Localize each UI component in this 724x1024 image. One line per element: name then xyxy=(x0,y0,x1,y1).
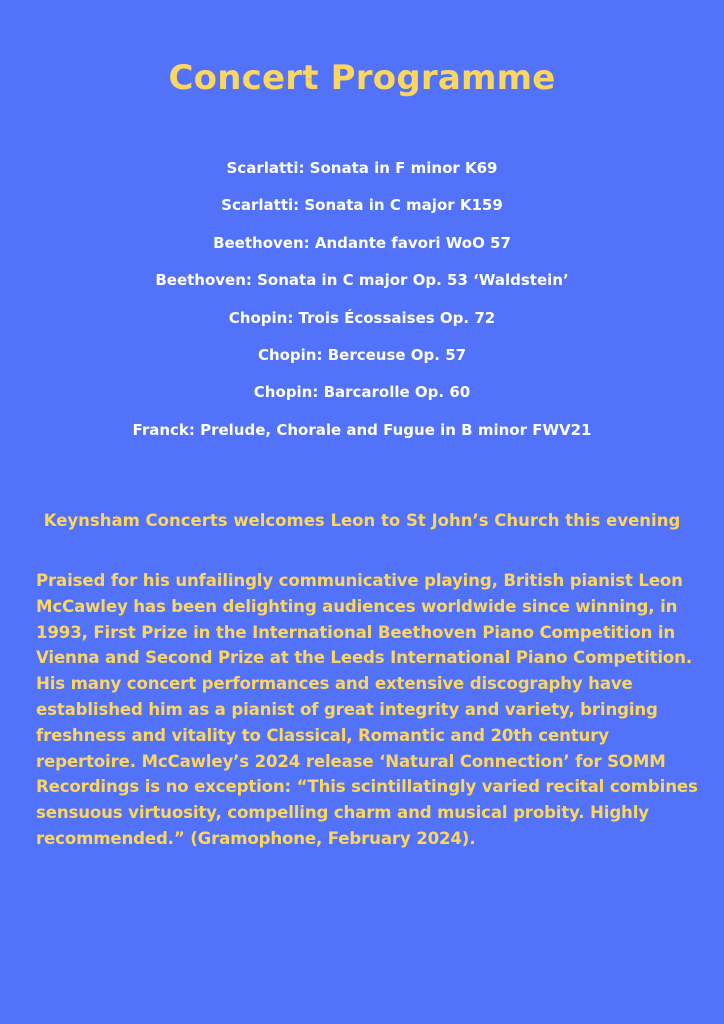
programme-item: Chopin: Berceuse Op. 57 xyxy=(257,345,467,364)
programme-item: Chopin: Trois Écossaises Op. 72 xyxy=(228,308,496,327)
programme-list xyxy=(0,156,724,455)
welcome-heading: Keynsham Concerts welcomes Leon to St John’s Church this evening xyxy=(43,511,681,530)
artist-biography: Praised for his unfailingly communicative playing, British pianist Leon McCawley has been delighting audiences worldwide since winning, in 1993, First Prize in the International Beethoven Piano Competition in Vienna and Second Prize at the Leeds International Piano Competition. His many concert performances and extensive discography have established him as a pianist of great integrity and variety, bringing freshness and vitality to Classical, Romantic and 20th century repertoire. McCawley’s 2024 release ‘Natural Connection’ for SOMM Recordings is no exception: “This scintillatingly varied recital combines sensuous virtuosity, compelling charm and musical probity. Highly recommended.” (Gramophone, February 2024). xyxy=(36,571,698,848)
page-title: Concert Programme xyxy=(168,58,556,98)
programme-item: Franck: Prelude, Chorale and Fugue in B minor FWV21 xyxy=(132,420,592,439)
programme-item: Chopin: Barcarolle Op. 60 xyxy=(253,383,471,402)
programme-item: Beethoven: Andante favori WoO 57 xyxy=(213,233,511,252)
programme-item: Scarlatti: Sonata in F minor K69 xyxy=(226,159,498,177)
programme-item: Scarlatti: Sonata in C major K159 xyxy=(221,196,503,215)
programme-item: Beethoven: Sonata in C major Op. 53 ‘Waldstein’ xyxy=(155,271,569,290)
